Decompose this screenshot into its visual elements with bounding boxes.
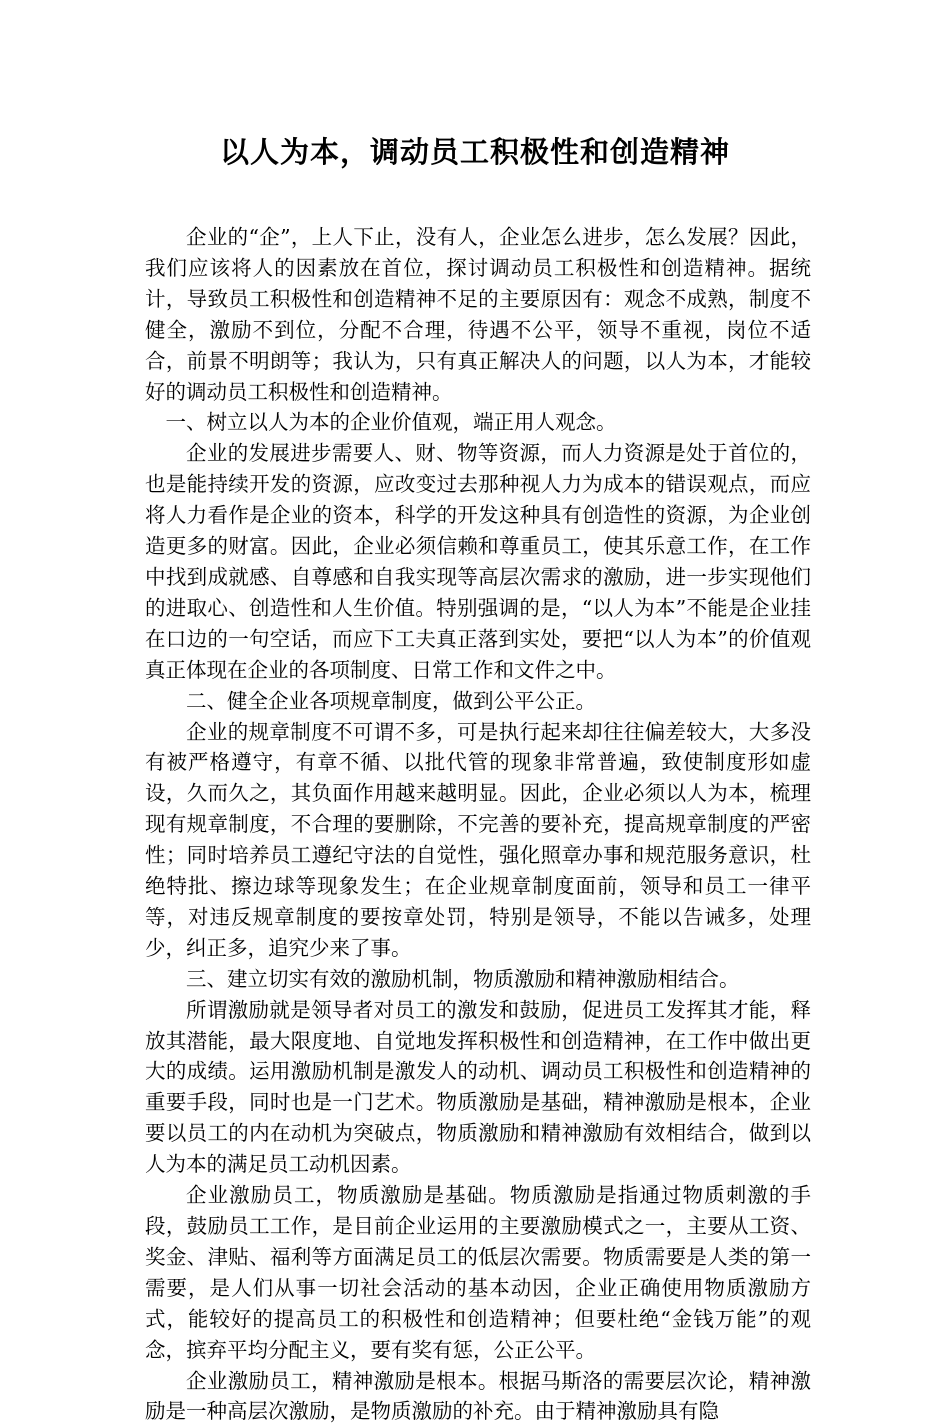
paragraph-section-2: 企业的规章制度不可谓不多，可是执行起来却往往偏差较大，大多没有被严格遵守，有章不循、以批代管的现象非常普遍，致使制度形如虚设，久而久之，其负面作用越来越明显。因此，企业必须以人为本，梳理现有规章制度，不合理的要删除，不完善的要补充，提高规章制度的严密性；同时培养员工遵纪守法的自觉性，强化照章办事和规范服务意识，杜绝特批、擦边球等现象发生；在企业规章制度面前，领导和员工一律平等，对违反规章制度的要按章处罚，特别是领导，不能以告诫多，处理少，纠正多，追究少来了事。 xyxy=(145,719,811,960)
paragraph-spiritual-incentive: 企业激励员工，精神激励是根本。根据马斯洛的需要层次论，精神激励是一种高层次激励，是物质激励的补充。由于精神激励具有隐 xyxy=(145,1368,811,1424)
paragraph-section-1: 企业的发展进步需要人、财、物等资源，而人力资源是处于首位的，也是能持续开发的资源，应改变过去那种视人力为成本的错误观点，而应将人力看作是企业的资本，科学的开发这种具有创造性的资源，为企业创造更多的财富。因此，企业必须信赖和尊重员工，使其乐意工作，在工作中找到成就感、自尊感和自我实现等高层次需求的激励，进一步实现他们的进取心、创造性和人生价值。特别强调的是，“以人为本”不能是企业挂在口边的一句空话，而应下工夫真正落到实处，要把“以人为本”的价值观真正体现在企业的各项制度、日常工作和文件之中。 xyxy=(145,441,811,682)
paragraph-section-3: 所谓激励就是领导者对员工的激发和鼓励，促进员工发挥其才能，释放其潜能，最大限度地、自觉地发挥积极性和创造精神，在工作中做出更大的成绩。运用激励机制是激发人的动机、调动员工积极性和创造精神的重要手段，同时也是一门艺术。物质激励是基础，精神激励是根本，企业要以员工的内在动机为突破点，物质激励和精神激励有效相结合，做到以人为本的满足员工动机因素。 xyxy=(145,997,811,1177)
section-heading-1: 一、树立以人为本的企业价值观，端正用人观念。 xyxy=(165,410,617,435)
paragraph-material-incentive: 企业激励员工，物质激励是基础。物质激励是指通过物质刺激的手段，鼓励员工工作，是目前企业运用的主要激励模式之一，主要从工资、奖金、津贴、福利等方面满足员工的低层次需要。物质需要是人类的第一需要，是人们从事一切社会活动的基本动因，企业正确使用物质激励方式，能较好的提高员工的积极性和创造精神；但要杜绝“金钱万能”的观念，摈弃平均分配主义，要有奖有惩，公正公平。 xyxy=(145,1183,811,1362)
document-title: 以人为本，调动员工积极性和创造精神 xyxy=(219,135,730,169)
document-body xyxy=(145,222,811,1427)
paragraph-intro: 企业的“企”，上人下止，没有人，企业怎么进步，怎么发展？因此，我们应该将人的因素放在首位，探讨调动员工积极性和创造精神。据统计，导致员工积极性和创造精神不足的主要原因有：观念不成熟，制度不健全，激励不到位，分配不合理，待遇不公平，领导不重视，岗位不适合，前景不明朗等；我认为，只有真正解决人的问题，以人为本，才能较好的调动员工积极性和创造精神。 xyxy=(145,225,811,404)
section-heading-3: 三、建立切实有效的激励机制，物质激励和精神激励相结合。 xyxy=(186,966,740,991)
section-heading-2: 二、健全企业各项规章制度，做到公平公正。 xyxy=(186,688,596,713)
